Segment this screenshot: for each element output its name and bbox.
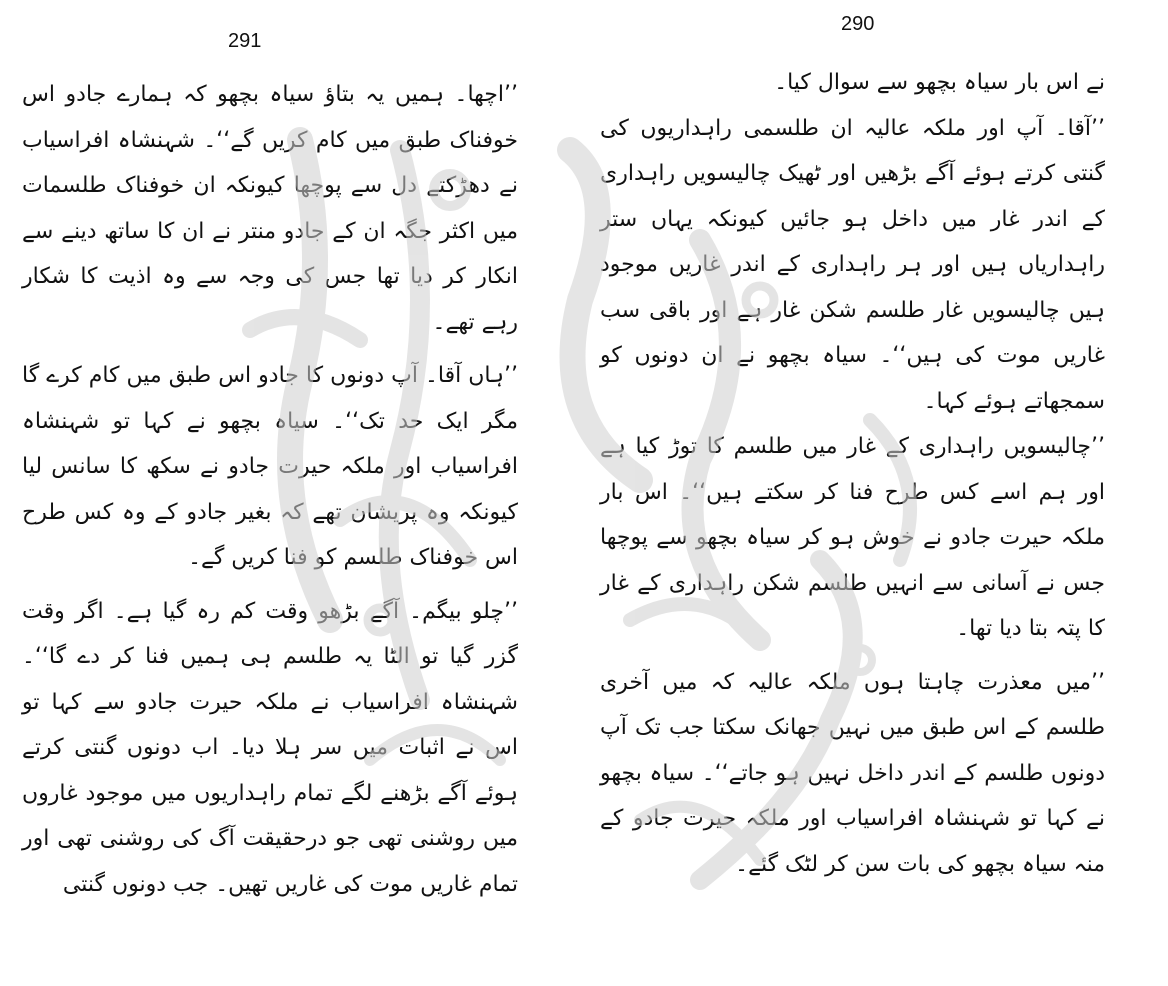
page-number-290: 290 [841, 13, 875, 35]
left-page-text [22, 72, 518, 907]
right-page [584, 0, 1168, 986]
right-paragraph-4: ’’میں معذرت چاہتا ہوں ملکہ عالیہ کہ میں آخری طلسم کے اس طبق میں نہیں جھانک سکتا جب تک آپ دونوں طلسم کے اندر داخل نہیں ہو جاتے‘‘۔ سیاہ بچھو نے کہا تو شہنشاہ افراسیاب اور ملکہ حیرت جادو کے منہ سیاہ بچھو کی بات سن کر لٹک گئے۔ [600, 669, 1105, 877]
right-paragraph-3: ’’چالیسویں راہداری کے غار میں طلسم کا توڑ کیا ہے اور ہم اسے کس طرح فنا کر سکتے ہیں‘‘۔ اس بار ملکہ حیرت جادو نے خوش ہو کر سیاہ بچھو سے پوچھا جس نے آسانی سے انہیں طلسم شکن راہداری کے غار کا پتہ بتا دیا تھا۔ [600, 434, 1105, 641]
right-paragraph-1: نے اس بار سیاہ بچھو سے سوال کیا۔ [774, 70, 1105, 95]
right-page-text [600, 60, 1105, 887]
left-paragraph-2: ’’ہاں آقا۔ آپ دونوں کا جادو اس طبق میں کام کرے گا مگر ایک حد تک‘‘۔ سیاہ بچھو نے کہا تو شہنشاہ افراسیاب اور ملکہ حیرت جادو نے سکھ کا سانس لیا کیونکہ وہ پریشان تھے کہ بغیر جادو کے وہ کس طرح اس خوفناک طلسم کو فنا کریں گے۔ [22, 363, 518, 570]
left-paragraph-3: ’’چلو بیگم۔ آگے بڑھو وقت کم رہ گیا ہے۔ اگر وقت گزر گیا تو الٹا یہ طلسم ہی ہمیں فنا کر دے گا‘‘۔ شہنشاہ افراسیاب نے ملکہ حیرت جادو سے کہا تو اس نے اثبات میں سر ہلا دیا۔ اب دونوں گنتی کرتے ہوئے آگے بڑھنے لگے تمام راہداریوں میں موجود غاروں میں روشنی تھی جو درحقیقت آگ کی روشنی تھی اور تمام غاریں موت کی غاریں تھیں۔ جب دونوں گنتی [22, 598, 518, 897]
page-number-291: 291 [228, 30, 262, 52]
left-paragraph-1: ’’اچھا۔ ہمیں یہ بتاؤ سیاہ بچھو کہ ہمارے جادو اس خوفناک طبق میں کام کریں گے‘‘۔ شہنشاہ افراسیاب نے دھڑکتے دل سے پوچھا کیونکہ ان خوفناک طلسمات میں اکثر جگہ ان کے جادو منتر نے ان کا ساتھ دینے سے انکار کر دیا تھا جس کی وجہ سے وہ اذیت کا شکار رہے تھے۔ [22, 82, 518, 335]
right-paragraph-2: ’’آقا۔ آپ اور ملکہ عالیہ ان طلسمی راہداریوں کی گنتی کرتے ہوئے آگے بڑھیں اور ٹھیک چالیسویں راہداری کے اندر غار میں داخل ہو جائیں کیونکہ یہاں ستر راہداریاں ہیں اور ہر راہداری کے اندر غاریں موجود ہیں چالیسویں غار طلسم شکن غار ہے اور باقی سب غاریں موت کی ہیں‘‘۔ سیاہ بچھو نے ان دونوں کو سمجھاتے ہوئے کہا۔ [600, 115, 1105, 414]
